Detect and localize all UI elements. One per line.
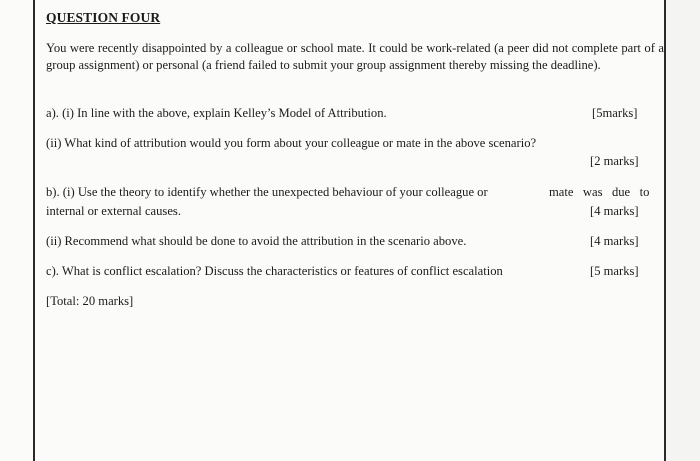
question-a-i: a). (i) In line with the above, explain Kelley’s Model of Attribution.	[46, 106, 387, 120]
question-b-i-marks: [4 marks]	[590, 204, 639, 218]
question-a-ii: (ii) What kind of attribution would you form about your colleague or mate in the above scenario?	[46, 136, 537, 150]
left-border-line	[33, 0, 35, 461]
question-b-ii: (ii) Recommend what should be done to avoid the attribution in the scenario above.	[46, 234, 467, 248]
question-a-i-marks: [5marks]	[592, 106, 638, 120]
question-a-ii-marks: [2 marks]	[590, 154, 639, 168]
total-marks: [Total: 20 marks]	[46, 294, 134, 308]
question-b-i-line1-tail: mate was due to	[549, 185, 650, 199]
question-b-i-line1: b). (i) Use the theory to identify whether the unexpected behaviour of your colleague or	[46, 185, 488, 199]
question-b-ii-marks: [4 marks]	[590, 234, 639, 248]
question-c: c). What is conflict escalation? Discuss the characteristics or features of conflict escalation	[46, 264, 503, 278]
question-b-i-line2: internal or external causes.	[46, 204, 181, 218]
question-heading: QUESTION FOUR	[46, 10, 161, 25]
right-margin	[666, 0, 700, 461]
question-intro: You were recently disappointed by a colleague or school mate. It could be work-related (a peer did not complete part of a group assignment) or personal (a friend failed to submit your group assignment thereby missing the deadline).	[46, 41, 664, 72]
question-c-marks: [5 marks]	[590, 264, 639, 278]
